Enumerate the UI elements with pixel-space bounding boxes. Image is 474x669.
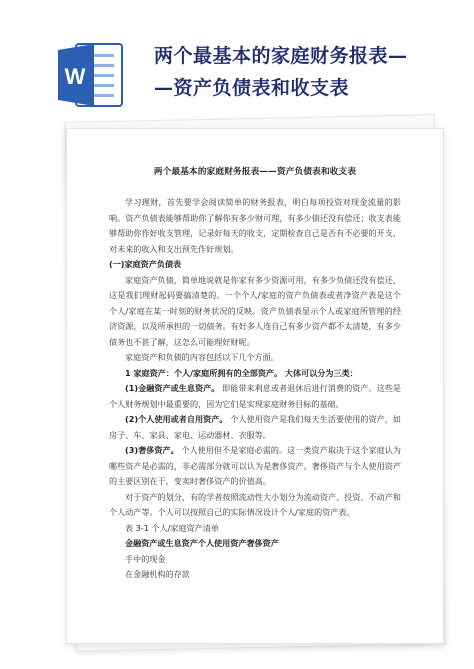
document-preview — [56, 118, 454, 652]
paragraph-luxury-assets — [109, 443, 401, 490]
paragraph-assets-def — [109, 366, 401, 382]
personal-assets-label: (2)个人使用或者自用资产。 — [125, 414, 228, 424]
table-row-cash: 手中的现金 — [125, 553, 166, 564]
word-document-icon — [54, 38, 128, 112]
financial-assets-label: (1)金融资产或生息资产。 — [125, 383, 220, 393]
financial-assets-text: 即能带来利息或者退休后进行消费的资产。这些是个人财务规划中最重要的，因为它们是实现家庭财务目标的基础。 — [109, 383, 402, 409]
luxury-assets-label: (3)奢侈资产。 — [125, 445, 179, 455]
assets-label: 1 家庭资产：个人/家庭所拥有的全部资产。 大体可以分为三类： — [125, 367, 358, 378]
banner-title-line1: 两个最基本的家庭财务报表— — [154, 45, 408, 67]
table-row-deposits: 在金融机构的存款 — [125, 569, 190, 579]
logo-letter: W — [64, 64, 86, 89]
banner-title — [154, 40, 454, 104]
paragraph-personal-assets — [109, 412, 401, 443]
personal-assets-text: 个人使用资产是我们每天生活要使用的资产，如房子、车、家具、家电、运动器材、衣服等。 — [109, 414, 402, 440]
paragraph-financial-assets — [109, 381, 401, 412]
paragraph-contents: 家庭资产和负债的内容包括以下几个方面。 — [125, 352, 279, 362]
paragraph-intro: 学习理财，首先要学会阅读简单的财务报表，明白每项投资对现金流量的影响。资产负债表能够帮助你了解你有多少财可理，有多少债还没有偿还；收支表能够帮助你作好收支管理，记录好每天的收支，定期检查自己是否有不必要的开支，对未来的收入和支出预先作好规划。 — [109, 197, 401, 254]
document-page — [66, 128, 444, 644]
table-caption: 表 3-1 个人/家庭资产清单 — [125, 522, 219, 533]
document-title: 两个最基本的家庭财务报表——资产负债表和收支表 — [153, 167, 357, 177]
paragraph-balance-sheet: 家庭资产负债，简单地说就是你家有多少资源可用，有多少负债还没有偿还，这是我们理财起码要搞清楚的。一个个人/家庭的资产负债表或者净资产表是这个个人/家庭在某一时刻的财务状况的反映。资产负债表显示个人或家庭所管理的经济资源，以及所承担的一切债务。有好多人连自己有多少资产都不太清楚，有多少债务也不甚了解，这怎么可能理好财呢。 — [109, 274, 401, 347]
banner-title-line2: —资产负债表和收支表 — [154, 77, 350, 99]
luxury-assets-text: 个人使用但不是家庭必需的。这一类资产取决于这个家庭认为哪些资产是必需的，非必需部分就可以认为是奢侈资产。奢侈资产与个人使用资产的主要区别在于，变卖时奢侈资产的价值高。 — [109, 445, 402, 486]
section-heading-balance-sheet: (一)家庭资产负债表 — [109, 259, 182, 269]
table-header-row: 金融资产或生息资产个人使用资产奢侈资产 — [125, 538, 279, 548]
paragraph-asset-division: 对于资产的划分，有的学者按照流动性大小划分为流动资产、投资、不动产和个人动产等。个人可以按照自己的实际情况设计个人/家庭的资产表。 — [109, 491, 401, 517]
